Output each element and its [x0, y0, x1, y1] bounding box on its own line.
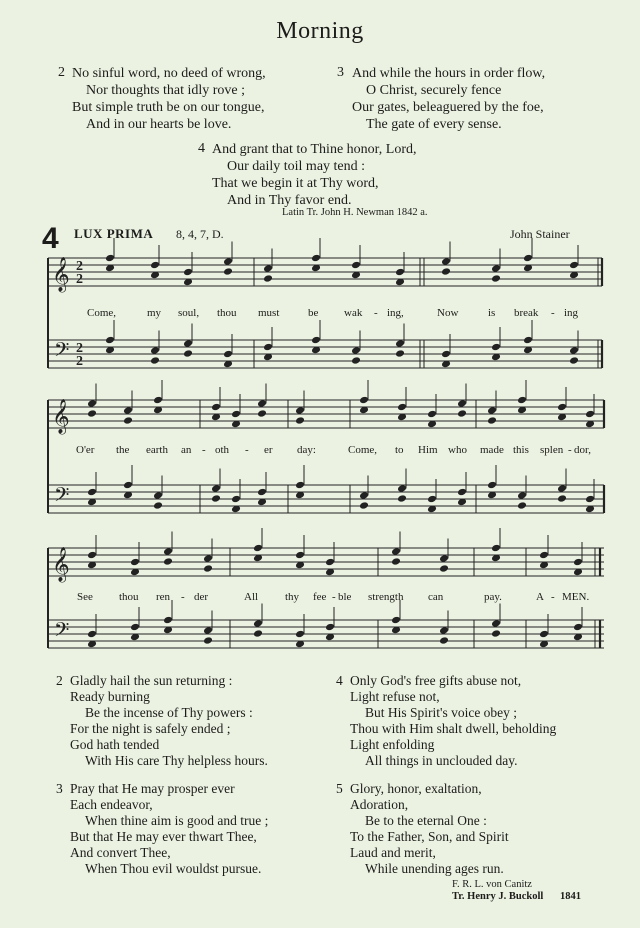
note-head	[351, 261, 361, 270]
note-head	[153, 501, 163, 510]
note-head	[150, 261, 160, 270]
verse-line: Our gates, beleaguered by the foe,	[352, 100, 544, 115]
verse-line: But His Spirit's voice obey ;	[365, 705, 518, 720]
verse-line: With His care Thy helpless hours.	[85, 753, 268, 768]
note-head	[391, 557, 401, 566]
lyric-syllable: ing,	[387, 307, 404, 319]
note-head	[391, 616, 401, 625]
verse-number: 5	[336, 781, 343, 796]
note-head	[439, 636, 449, 645]
lyric-syllable: O'er	[76, 444, 95, 456]
note-head	[491, 343, 501, 352]
lyric-syllable: earth	[146, 444, 168, 456]
translator-credit: Tr. Henry J. Buckoll	[452, 891, 544, 902]
verse-line: Be the incense of Thy powers :	[85, 705, 253, 720]
note-head	[441, 257, 451, 266]
note-head	[311, 254, 321, 263]
note-head	[569, 356, 579, 365]
verse-line: O Christ, securely fence	[366, 83, 502, 98]
note-head	[491, 264, 501, 273]
lyric-syllable: who	[448, 444, 467, 456]
note-head	[457, 399, 467, 408]
lyric-syllable: wak	[344, 307, 363, 319]
hymn-number: 4	[42, 222, 59, 255]
tune-name: LUX PRIMA	[74, 226, 154, 241]
bass-clef: 𝄢	[54, 338, 70, 366]
note-head	[325, 623, 335, 632]
note-head	[439, 554, 449, 563]
text-attribution: Latin Tr. John H. Newman 1842 a.	[282, 207, 428, 218]
note-head	[295, 416, 305, 425]
lyric-syllable: made	[480, 444, 504, 456]
note-head	[523, 336, 533, 345]
lyric-syllable: Now	[437, 307, 459, 319]
note-head	[391, 547, 401, 556]
note-head	[295, 630, 305, 639]
verse-line: Adoration,	[350, 797, 409, 812]
lyric-syllable: thou	[217, 307, 237, 319]
lyric-syllable: thou	[119, 591, 139, 603]
verse-line: When Thou evil wouldst pursue.	[85, 861, 262, 876]
note-head	[163, 557, 173, 566]
lyric-syllable: the	[116, 444, 130, 456]
lyric-syllable: ing	[564, 307, 579, 319]
note-head	[585, 410, 595, 419]
note-head	[130, 623, 140, 632]
note-head	[183, 268, 193, 277]
note-head	[441, 350, 451, 359]
lyric-syllable: an	[181, 444, 192, 456]
note-head	[487, 481, 497, 490]
lyric-syllable: can	[428, 591, 444, 603]
note-head	[231, 410, 241, 419]
lyric-syllable: this	[513, 444, 529, 456]
verse-line: Only God's free gifts abuse not,	[350, 673, 522, 688]
author-credit: F. R. L. von Canitz	[452, 879, 532, 890]
lyric-syllable: pay.	[484, 591, 502, 603]
note-head	[325, 558, 335, 567]
verse-line: But simple truth be on our tongue,	[72, 100, 265, 115]
note-head	[557, 403, 567, 412]
note-head	[311, 336, 321, 345]
note-head	[87, 399, 97, 408]
note-head	[163, 547, 173, 556]
treble-clef: 𝄞	[52, 399, 70, 434]
note-head	[397, 484, 407, 493]
note-head	[105, 336, 115, 345]
translation-year: 1841	[560, 891, 581, 902]
lyric-syllable: fee	[313, 591, 327, 603]
note-head	[295, 551, 305, 560]
verse-line: Ready burning	[70, 689, 150, 704]
note-head	[87, 551, 97, 560]
verse-line: Nor thoughts that idly rove ;	[86, 83, 246, 98]
note-head	[487, 416, 497, 425]
verse-line: And convert Thee,	[70, 845, 171, 860]
verse-line: For the night is safely ended ;	[70, 721, 231, 736]
verse-line: Light refuse not,	[350, 689, 440, 704]
note-head	[203, 564, 213, 573]
note-head	[150, 356, 160, 365]
note-head	[223, 257, 233, 266]
treble-clef: 𝄞	[52, 257, 70, 292]
lyric-syllable: Come,	[348, 444, 378, 456]
note-head	[585, 495, 595, 504]
note-head	[351, 346, 361, 355]
verse-line: While unending ages run.	[365, 861, 504, 876]
lyric-syllable: splen	[540, 444, 564, 456]
note-head	[87, 409, 97, 418]
lyric-syllable: oth	[215, 444, 230, 456]
composer: John Stainer	[510, 227, 570, 241]
verse-line: Light enfolding	[350, 737, 435, 752]
note-head	[395, 268, 405, 277]
note-head	[257, 399, 267, 408]
verse-line: To the Father, Son, and Spirit	[350, 829, 509, 844]
verse-number: 3	[337, 65, 344, 80]
note-head	[491, 619, 501, 628]
note-head	[427, 410, 437, 419]
note-head	[105, 254, 115, 263]
lyric-syllable: be	[308, 307, 319, 319]
note-head	[183, 349, 193, 358]
note-head	[441, 267, 451, 276]
note-head	[557, 484, 567, 493]
verse-line: Be to the eternal One :	[365, 813, 487, 828]
note-head	[231, 495, 241, 504]
verse-line: And in Thy favor end.	[227, 193, 352, 208]
lyric-syllable: Come,	[87, 307, 117, 319]
lyric-syllable: is	[488, 307, 496, 319]
verse-line: Thou with Him shalt dwell, beholding	[350, 721, 557, 736]
note-head	[123, 406, 133, 415]
note-head	[573, 623, 583, 632]
lyric-syllable: dor,	[574, 444, 591, 456]
verse-line: Laud and merit,	[350, 845, 436, 860]
note-head	[517, 501, 527, 510]
note-head	[539, 551, 549, 560]
lyric-syllable: strength	[368, 591, 404, 603]
lyric-syllable: must	[258, 307, 280, 319]
verse-line: And in our hearts be love.	[86, 117, 232, 132]
verse-number: 2	[58, 65, 65, 80]
note-head	[491, 274, 501, 283]
meter: 8, 4, 7, D.	[176, 227, 224, 241]
lyric-syllable: A	[536, 591, 544, 603]
note-head	[395, 339, 405, 348]
lyric-syllable: -	[551, 307, 555, 319]
note-head	[491, 544, 501, 553]
verse-line: Our daily toil may tend :	[227, 159, 366, 174]
note-head	[295, 406, 305, 415]
verse-line: The gate of every sense.	[366, 117, 502, 132]
note-head	[573, 558, 583, 567]
note-head	[397, 494, 407, 503]
lyric-syllable: ren	[156, 591, 171, 603]
time-signature: 2	[76, 341, 83, 356]
note-head	[223, 267, 233, 276]
verse-line: All things in unclouded day.	[365, 753, 518, 768]
note-head	[263, 264, 273, 273]
note-head	[427, 495, 437, 504]
lyric-syllable: -	[568, 444, 572, 456]
note-head	[491, 629, 501, 638]
lyric-syllable: -	[245, 444, 249, 456]
note-head	[487, 406, 497, 415]
verse-line: That we begin it at Thy word,	[212, 176, 379, 191]
note-head	[557, 494, 567, 503]
note-head	[211, 403, 221, 412]
note-head	[257, 488, 267, 497]
lyric-syllable: der	[194, 591, 209, 603]
note-head	[163, 616, 173, 625]
verse-line: And grant that to Thine honor, Lord,	[212, 142, 417, 157]
note-head	[203, 626, 213, 635]
lyric-syllable: my	[147, 307, 162, 319]
note-head	[211, 494, 221, 503]
note-head	[439, 626, 449, 635]
verse-number: 4	[336, 673, 343, 688]
note-head	[523, 254, 533, 263]
bass-clef: 𝄢	[54, 483, 70, 511]
verse-line: And while the hours in order flow,	[352, 66, 546, 81]
verse-line: Each endeavor,	[70, 797, 153, 812]
note-head	[253, 629, 263, 638]
note-head	[203, 636, 213, 645]
note-head	[257, 409, 267, 418]
verse-number: 2	[56, 673, 63, 688]
note-head	[517, 491, 527, 500]
treble-clef: 𝄞	[52, 547, 70, 582]
lyric-syllable: Him	[418, 444, 438, 456]
time-signature: 2	[76, 354, 83, 369]
note-head	[569, 346, 579, 355]
verse-number: 4	[198, 141, 205, 156]
page-title: Morning	[276, 18, 364, 44]
note-head	[351, 356, 361, 365]
lyric-syllable: soul,	[178, 307, 200, 319]
note-head	[439, 564, 449, 573]
note-head	[130, 558, 140, 567]
verse-line: But that He may ever thwart Thee,	[70, 829, 257, 844]
note-head	[253, 619, 263, 628]
bass-clef: 𝄢	[54, 618, 70, 646]
note-head	[203, 554, 213, 563]
note-head	[395, 349, 405, 358]
note-head	[263, 343, 273, 352]
verse-line: Pray that He may prosper ever	[70, 781, 235, 796]
note-head	[359, 491, 369, 500]
lyric-syllable: -	[374, 307, 378, 319]
note-head	[517, 396, 527, 405]
note-head	[397, 403, 407, 412]
note-head	[153, 491, 163, 500]
note-head	[153, 396, 163, 405]
lyric-syllable: -	[332, 591, 336, 603]
verse-line: Glory, honor, exaltation,	[350, 781, 482, 796]
lyric-syllable: -	[551, 591, 555, 603]
note-head	[359, 501, 369, 510]
note-head	[457, 409, 467, 418]
lyric-syllable: ble	[338, 591, 352, 603]
verse-number: 3	[56, 781, 63, 796]
note-head	[150, 346, 160, 355]
verse-line: Gladly hail the sun returning :	[70, 673, 233, 688]
lyric-syllable: All	[244, 591, 259, 603]
note-head	[539, 630, 549, 639]
verse-line: God hath tended	[70, 737, 160, 752]
lyric-syllable: See	[77, 591, 93, 603]
note-head	[223, 350, 233, 359]
lyric-syllable: to	[395, 444, 404, 456]
verse-line: When thine aim is good and true ;	[85, 813, 269, 828]
lyric-syllable: break	[514, 307, 539, 319]
note-head	[359, 396, 369, 405]
lyric-syllable: MEN.	[562, 591, 590, 603]
verse-line: No sinful word, no deed of wrong,	[72, 66, 266, 81]
note-head	[123, 416, 133, 425]
time-signature: 2	[76, 259, 83, 274]
note-head	[263, 274, 273, 283]
note-head	[457, 488, 467, 497]
lyric-syllable: day:	[297, 444, 316, 456]
note-head	[295, 481, 305, 490]
lyric-syllable: -	[181, 591, 185, 603]
note-head	[253, 544, 263, 553]
note-head	[569, 261, 579, 270]
lyric-syllable: -	[202, 444, 206, 456]
note-head	[87, 630, 97, 639]
lyric-syllable: er	[264, 444, 273, 456]
time-signature: 2	[76, 272, 83, 287]
note-head	[211, 484, 221, 493]
lyric-syllable: thy	[285, 591, 300, 603]
note-head	[87, 488, 97, 497]
note-head	[123, 481, 133, 490]
note-head	[183, 339, 193, 348]
